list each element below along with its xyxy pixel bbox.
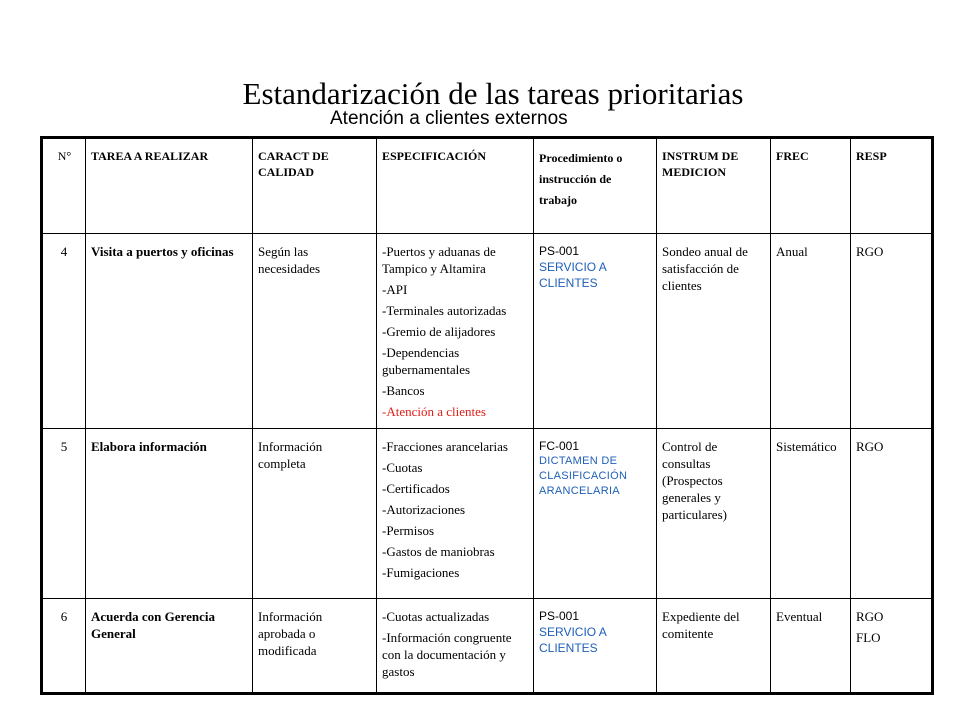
table-row	[42, 234, 933, 429]
spec-item: -Puertos y aduanas de Tampico y Altamira	[382, 244, 496, 276]
table-row	[42, 599, 933, 694]
spec-item: -Autorizaciones	[382, 502, 466, 517]
row-spec	[377, 599, 534, 694]
row-task: Visita a puertos y oficinas	[86, 234, 253, 429]
resp-item: RGO	[856, 609, 884, 624]
header-quality: CARACT DE CALIDAD	[253, 138, 377, 234]
row-resp	[851, 234, 933, 429]
spec-item: -Gremio de alijadores	[382, 324, 496, 339]
row-task: Acuerda con Gerencia General	[86, 599, 253, 694]
resp-item: RGO	[856, 439, 884, 454]
spec-item: -Terminales autorizadas	[382, 303, 507, 318]
proc-code: PS-001	[539, 609, 580, 623]
spec-item-highlighted: -Atención a clientes	[382, 404, 486, 419]
spec-item: -Cuotas actualizadas	[382, 609, 490, 624]
proc-name: SERVICIO A CLIENTES	[539, 260, 607, 290]
spec-item: -Fracciones arancelarias	[382, 439, 508, 454]
spec-item: -API	[382, 282, 408, 297]
row-num: 5	[42, 429, 86, 599]
row-quality: Información completa	[253, 429, 377, 599]
row-proc	[534, 599, 657, 694]
row-proc	[534, 234, 657, 429]
proc-code: PS-001	[539, 244, 580, 258]
row-quality: Según las necesidades	[253, 234, 377, 429]
spec-item: -Dependencias gubernamentales	[382, 345, 471, 377]
row-task: Elabora información	[86, 429, 253, 599]
header-num: N°	[42, 138, 86, 234]
row-spec	[377, 429, 534, 599]
row-freq: Eventual	[771, 599, 851, 694]
resp-item: RGO	[856, 244, 884, 259]
spec-item: -Gastos de maniobras	[382, 544, 495, 559]
row-instrum: Control de consultas (Prospectos generales y particulares)	[657, 429, 771, 599]
spec-item: -Cuotas	[382, 460, 423, 475]
spec-item: -Permisos	[382, 523, 434, 538]
table-header-row	[42, 138, 933, 234]
resp-item: FLO	[856, 630, 881, 645]
row-resp	[851, 429, 933, 599]
proc-code: FC-001	[539, 439, 580, 453]
spec-item: -Certificados	[382, 481, 450, 496]
spec-item: -Información congruente con la documentación y gastos	[382, 630, 512, 679]
row-instrum: Expediente del comitente	[657, 599, 771, 694]
header-freq: FREC	[771, 138, 851, 234]
page-subtitle: Atención a clientes externos	[330, 108, 568, 129]
proc-name: SERVICIO A CLIENTES	[539, 625, 607, 655]
row-freq: Sistemático	[771, 429, 851, 599]
row-num: 4	[42, 234, 86, 429]
row-proc	[534, 429, 657, 599]
spec-item: -Bancos	[382, 383, 425, 398]
row-quality: Información aprobada o modificada	[253, 599, 377, 694]
row-spec	[377, 234, 534, 429]
row-num: 6	[42, 599, 86, 694]
tasks-table	[40, 136, 934, 695]
row-freq: Anual	[771, 234, 851, 429]
row-instrum: Sondeo anual de satisfacción de clientes	[657, 234, 771, 429]
header-resp: RESP	[851, 138, 933, 234]
header-spec: ESPECIFICACIÓN	[377, 138, 534, 234]
table-row	[42, 429, 933, 599]
row-resp	[851, 599, 933, 694]
header-task: TAREA A REALIZAR	[86, 138, 253, 234]
page-title: Estandarización de las tareas prioritarias	[242, 76, 744, 111]
header-proc: Procedimiento o instrucción de trabajo	[534, 138, 657, 234]
spec-item: -Fumigaciones	[382, 565, 460, 580]
proc-name: DICTAMEN DE CLASIFICACIÓN ARANCELARIA	[539, 455, 628, 497]
header-instrum: INSTRUM DE MEDICION	[657, 138, 771, 234]
